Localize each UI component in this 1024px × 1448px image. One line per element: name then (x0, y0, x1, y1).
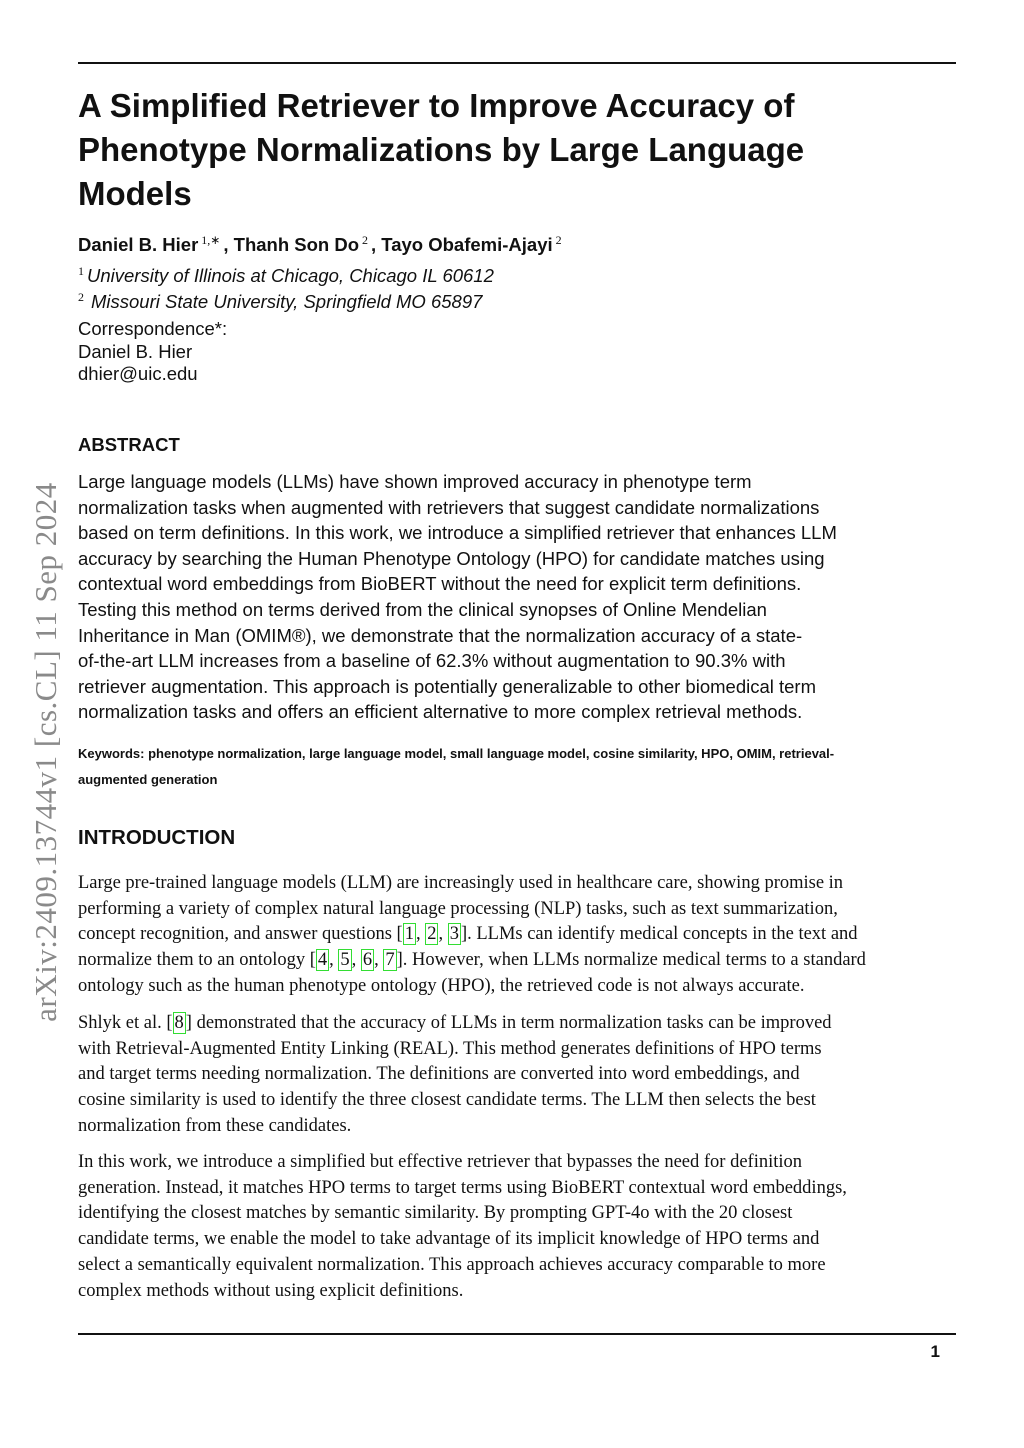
text-line: concept recognition, and answer questions [ 1 , 2 , 3 ]. LLMs can identify medical concepts in the text and (78, 924, 858, 945)
affiliation-number: 2 (78, 290, 84, 304)
affiliation-number: 1 (78, 264, 84, 278)
abstract-line: of-the-art LLM increases from a baseline of 62.3% without augmentation to 90.3% with (78, 650, 786, 672)
citation-link[interactable]: 8 (174, 1013, 184, 1033)
text-segment: Shlyk et al. [ (78, 1013, 173, 1033)
text-line: Large pre-trained language models (LLM) are increasingly used in healthcare care, showing promise in (78, 873, 844, 893)
author-name: Daniel B. Hier (78, 234, 199, 255)
introduction-heading: INTRODUCTION (78, 826, 236, 849)
keywords (78, 741, 938, 793)
affiliation (78, 285, 482, 314)
text-line: normalize them to an ontology [ 4 , 5 , 6 , 7 ]. However, when LLMs normalize medical terms to a standard (78, 950, 866, 971)
abstract-line: based on term definitions. In this work, we introduce a simplified retriever that enhances LLM (78, 522, 837, 544)
text-line: cosine similarity is used to identify the three closest candidate terms. The LLM then selects the best (78, 1090, 816, 1111)
text-line: complex methods without using explicit definitions. (78, 1280, 464, 1301)
abstract-line: normalization tasks and offers an efficient alternative to more complex retrieval methods. (78, 701, 803, 723)
text-segment: normalize them to an ontology [ (78, 950, 316, 971)
affiliation (78, 259, 494, 288)
citation-link[interactable]: 4 (317, 950, 328, 971)
correspondence-label: Correspondence*: (78, 318, 228, 339)
author-affiliation-marker: 2 (362, 233, 369, 247)
intro-paragraph-2 (78, 1011, 958, 1140)
header-rule (78, 62, 956, 64)
paper-title (78, 84, 938, 216)
text-segment: ]. LLMs can identify medical concepts in the text and (460, 924, 858, 945)
abstract-line: accuracy by searching the Human Phenotype Ontology (HPO) for candidate matches using (78, 547, 825, 569)
text-line: candidate terms, we enable the model to take advantage of its implicit knowledge of HPO terms and (78, 1229, 820, 1250)
citation-link[interactable]: 3 (449, 924, 459, 945)
text-line: ontology such as the human phenotype ontology (HPO), the retrieved code is not always accurate. (78, 975, 805, 996)
author-affiliation-marker: 2 (555, 233, 562, 247)
author-list (78, 227, 565, 258)
correspondence-name: Daniel B. Hier (78, 340, 193, 362)
abstract-line: Large language models (LLMs) have shown improved accuracy in phenotype term (78, 471, 752, 492)
citation-link[interactable]: 2 (427, 924, 437, 945)
abstract-line: retriever augmentation. This approach is potentially generalizable to other biomedical term (78, 675, 817, 697)
correspondence-block (78, 318, 227, 386)
text-line: normalization from these candidates. (78, 1115, 352, 1136)
title-line: Models (78, 175, 192, 212)
intro-paragraph-3 (78, 1150, 958, 1304)
text-segment: concept recognition, and answer questions [ (78, 924, 403, 945)
citation-link[interactable]: 5 (340, 950, 350, 971)
citation-link[interactable]: 7 (385, 950, 395, 971)
arxiv-stamp[interactable]: arXiv:2409.13744v1 [cs.CL] 11 Sep 2024 (28, 482, 63, 1022)
text-line: generation. Instead, it matches HPO terms to target terms using BioBERT contextual word embeddings, (78, 1177, 847, 1198)
keywords-line: augmented generation (78, 772, 218, 787)
abstract-line: contextual word embeddings from BioBERT without the need for explicit term definitions. (78, 573, 802, 595)
keywords-line: Keywords: phenotype normalization, large language model, small language model, cosine similarity, HPO, OMIM, retrieval- (78, 746, 835, 761)
text-line: select a semantically equivalent normalization. This approach achieves accuracy comparable to more (78, 1254, 826, 1275)
citation-link[interactable]: 6 (362, 950, 373, 971)
abstract-line: Inheritance in Man (OMIM®), we demonstrate that the normalization accuracy of a state- (78, 624, 803, 646)
affiliation-text: Missouri State University, Springfield MO 65897 (91, 291, 483, 312)
text-segment: ]. However, when LLMs normalize medical terms to a standard (396, 950, 866, 971)
text-line: identifying the closest matches by semantic similarity. By prompting GPT-4o with the 20 closest (78, 1203, 793, 1224)
author-affiliation-marker: 1,∗ (201, 233, 221, 247)
text-line (78, 1011, 958, 1037)
title-line: Phenotype Normalizations by Large Language (78, 131, 805, 168)
citation-link[interactable]: 1 (404, 924, 414, 945)
text-line: performing a variety of complex natural language processing (NLP) tasks, such as text summarization, (78, 898, 838, 919)
text-line: with Retrieval-Augmented Entity Linking (REAL). This method generates definitions of HPO terms (78, 1038, 822, 1059)
intro-paragraph-1 (78, 871, 958, 1000)
page-number: 1 (930, 1342, 940, 1361)
footer-rule (78, 1333, 956, 1335)
abstract-text (78, 469, 938, 725)
title-line: A Simplified Retriever to Improve Accuracy of (78, 87, 795, 124)
author-name: , Thanh Son Do (223, 234, 360, 255)
abstract-line: normalization tasks when augmented with retrievers that suggest candidate normalizations (78, 496, 820, 518)
text-segment: ] demonstrated that the accuracy of LLMs in term normalization tasks can be improved (185, 1013, 832, 1033)
text-line: In this work, we introduce a simplified but effective retriever that bypasses the need for definition (78, 1152, 803, 1172)
text-line: and target terms needing normalization. The definitions are converted into word embeddings, and (78, 1064, 800, 1085)
correspondence-email[interactable]: dhier@uic.edu (78, 363, 198, 384)
abstract-heading: ABSTRACT (78, 434, 180, 455)
abstract-line: Testing this method on terms derived from the clinical synopses of Online Mendelian (78, 598, 767, 620)
author-name: , Tayo Obafemi-Ajayi (371, 234, 553, 255)
affiliation-text: University of Illinois at Chicago, Chicago IL 60612 (87, 265, 494, 286)
